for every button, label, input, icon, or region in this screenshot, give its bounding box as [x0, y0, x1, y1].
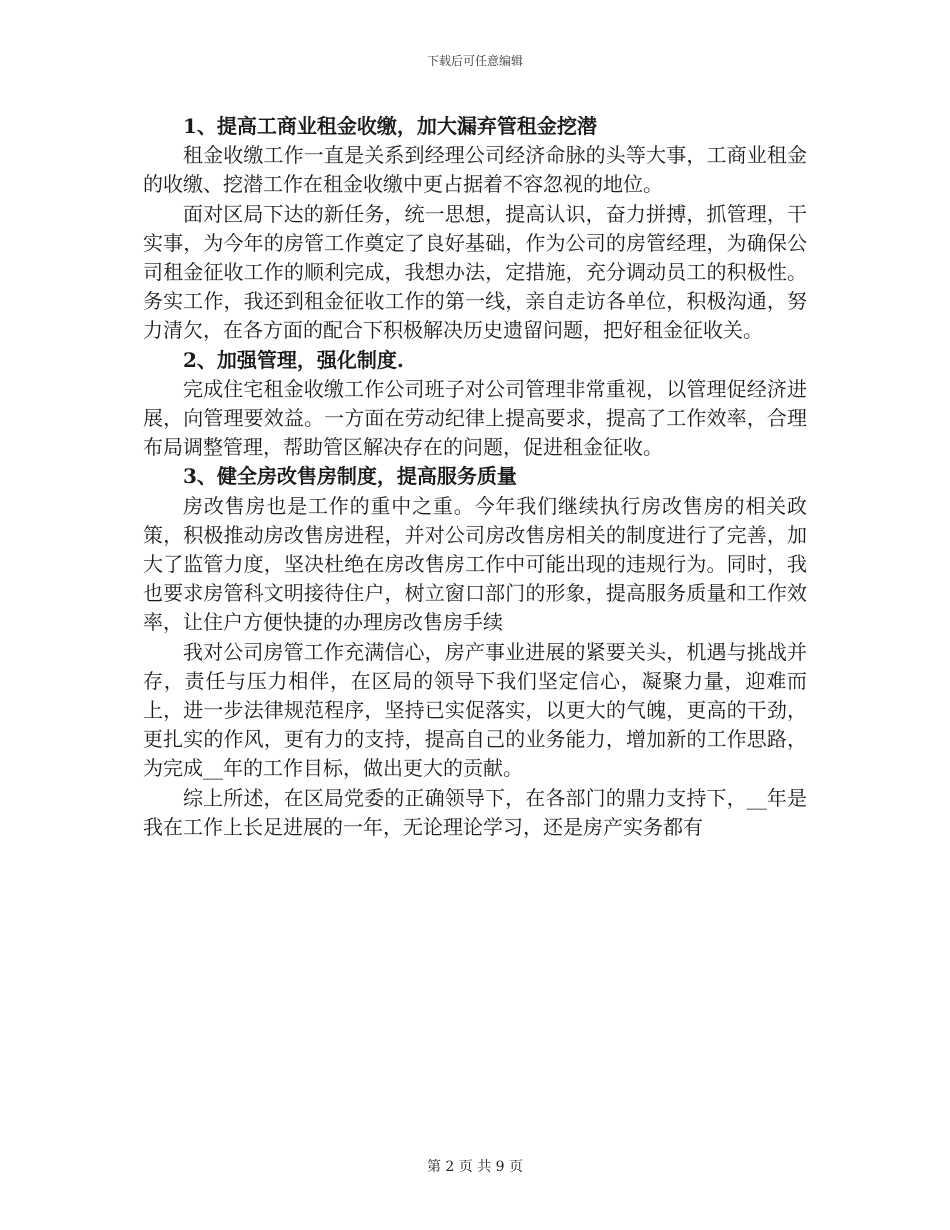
- body-paragraph: 我对公司房管工作充满信心，房产事业进展的紧要关头，机遇与挑战并存，责任与压力相伴，在区局的领导下我们坚定信心，凝聚力量，迎难而上，进一步法律规范程序，坚持已实促落实，以更大的气魄，更高的干劲，更扎实的作风，更有力的支持，提高自己的业务能力，增加新的工作思路，为完成__年的工作目标，做出更大的贡献。: [143, 639, 807, 781]
- section-heading: 1、提高工商业租金收缴，加大漏弃管租金挖潜: [183, 114, 597, 138]
- page-number: 第 2 页 共 9 页: [426, 1159, 524, 1175]
- body-paragraph: 综上所述，在区局党委的正确领导下，在各部门的鼎力支持下，__年是我在工作上长足进展的一年，无论理论学习，还是房产实务都有: [143, 785, 807, 839]
- section-heading: 2、加强管理，强化制度.: [183, 347, 404, 372]
- body-paragraph: 面对区局下达的新任务，统一思想，提高认识，奋力拼搏，抓管理，干实事，为今年的房管工作奠定了良好基础，作为公司的房管经理，为确保公司租金征收工作的顺利完成，我想办法，定措施，充分调动员工的积极性。务实工作，我还到租金征收工作的第一线，亲自走访各单位，积极沟通，努力清欠，在各方面的配合下积极解决历史遗留问题，把好租金征收关。: [143, 201, 807, 343]
- body-paragraph: 完成住宅租金收缴工作公司班子对公司管理非常重视，以管理促经济进展，向管理要效益。一方面在劳动纪律上提高要求，提高了工作效率，合理布局调整管理，帮助管区解决存在的问题，促进租金征收。: [143, 376, 807, 460]
- body-paragraph: 房改售房也是工作的重中之重。今年我们继续执行房改售房的相关政策，积极推动房改售房进程，并对公司房改售房相关的制度进行了完善，加大了监管力度，坚决杜绝在房改售房工作中可能出现的违规行为。同时，我也要求房管科文明接待住户，树立窗口部门的形象，提高服务质量和工作效率，让住户方便快捷的办理房改售房手续: [143, 493, 807, 635]
- body-paragraph: 租金收缴工作一直是关系到经理公司经济命脉的头等大事，工商业租金的收缴、挖潜工作在租金收缴中更占据着不容忽视的地位。: [143, 143, 807, 197]
- page-header: 下载后可任意编辑: [426, 54, 523, 68]
- document-body: [143, 112, 807, 842]
- section-heading: 3、健全房改售房制度，提高服务质量: [183, 464, 517, 489]
